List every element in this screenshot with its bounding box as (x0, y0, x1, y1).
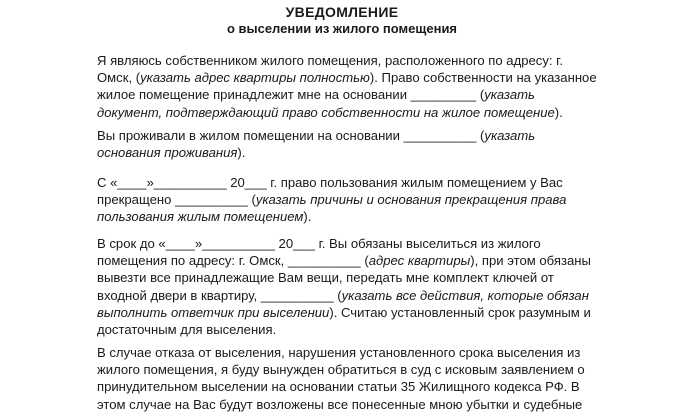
text-line (97, 378, 637, 395)
text-line (97, 104, 637, 121)
italic-text-segment: указать все действия, которые обязан (341, 287, 589, 303)
text-segment: С «____»__________ 20___ г. право пользования жилым помещением у Вас (97, 175, 563, 190)
text-segment: входной двери в квартиру, __________ ( (97, 287, 342, 303)
text-segment: достаточным для выселения. (97, 322, 277, 338)
text-line (97, 69, 637, 86)
text-line (97, 174, 637, 191)
italic-text-segment: основания проживания (97, 145, 238, 161)
italic-text-segment: документ, подтверждающий право собственности на жилое помещение (97, 104, 555, 120)
paragraph-eviction-deadline (97, 235, 637, 338)
text-segment: ). (554, 104, 563, 120)
italic-text-segment: указать адрес квартиры полностью (140, 70, 370, 86)
text-segment: Омск, ( (97, 70, 141, 86)
text-segment: Я являюсь собственником жилого помещения, расположенного по адресу: г. (97, 53, 563, 68)
text-line (97, 361, 637, 378)
text-line (97, 344, 637, 361)
text-line (97, 52, 637, 69)
italic-text-segment: указать причины и основания прекращения права (255, 192, 567, 208)
document-subtitle: о выселении из жилого помещения (226, 21, 458, 36)
paragraph-right-terminated (97, 174, 637, 226)
text-line (97, 287, 637, 304)
italic-text-segment: выполнить ответчик при выселении (97, 304, 330, 320)
text-segment: жилого помещения, я буду вынужден обратиться в суд с исковым заявлением о (97, 362, 585, 378)
text-line (97, 235, 637, 252)
text-segment: жилое помещение принадлежит мне на основании _________ ( (97, 87, 485, 103)
text-line (97, 208, 637, 225)
text-line (97, 144, 637, 161)
text-segment: В случае отказа от выселения, нарушения установленного срока выселения из (97, 345, 581, 360)
text-segment: ). (237, 145, 246, 161)
text-line (97, 269, 637, 286)
text-segment: Вы проживали в жилом помещении на основании __________ ( (97, 128, 485, 143)
text-segment: В срок до «____»__________ 20___ г. Вы обязаны выселиться из жилого (97, 236, 541, 251)
text-segment: вывезти все принадлежащие Вам вещи, передать мне комплект ключей от (97, 270, 554, 286)
italic-text-segment: указать (484, 128, 536, 143)
text-segment: помещения по адресу: г. Омск, __________ ( (97, 253, 369, 269)
text-line (97, 304, 637, 321)
italic-text-segment: указать (484, 87, 535, 103)
text-line (97, 86, 637, 103)
text-segment: ). Право собственности на указанное (369, 70, 597, 86)
text-segment: прекращено __________ ( (97, 192, 256, 208)
text-line (97, 127, 637, 144)
text-line (97, 191, 637, 208)
text-line (97, 321, 637, 338)
document-title: УВЕДОМЛЕНИЕ (285, 4, 399, 20)
text-segment: ). Считаю установленный срок разумным и (329, 304, 591, 320)
text-segment: ), при этом обязаны (470, 253, 591, 269)
paragraph-ownership (97, 52, 637, 121)
paragraph-refusal-consequences (97, 344, 637, 413)
italic-text-segment: адрес квартиры (368, 253, 471, 269)
text-segment: принудительном выселении на основании статьи 35 Жилищного кодекса РФ. В (97, 379, 580, 395)
text-segment: этом случае на Вас будут возложены все понесенные мною убытки и судебные (97, 396, 583, 412)
italic-text-segment: пользования жилым помещением (97, 209, 304, 225)
paragraph-residence-basis (97, 127, 637, 161)
text-line (97, 252, 637, 269)
text-line (97, 396, 637, 413)
text-segment: ). (303, 209, 312, 225)
